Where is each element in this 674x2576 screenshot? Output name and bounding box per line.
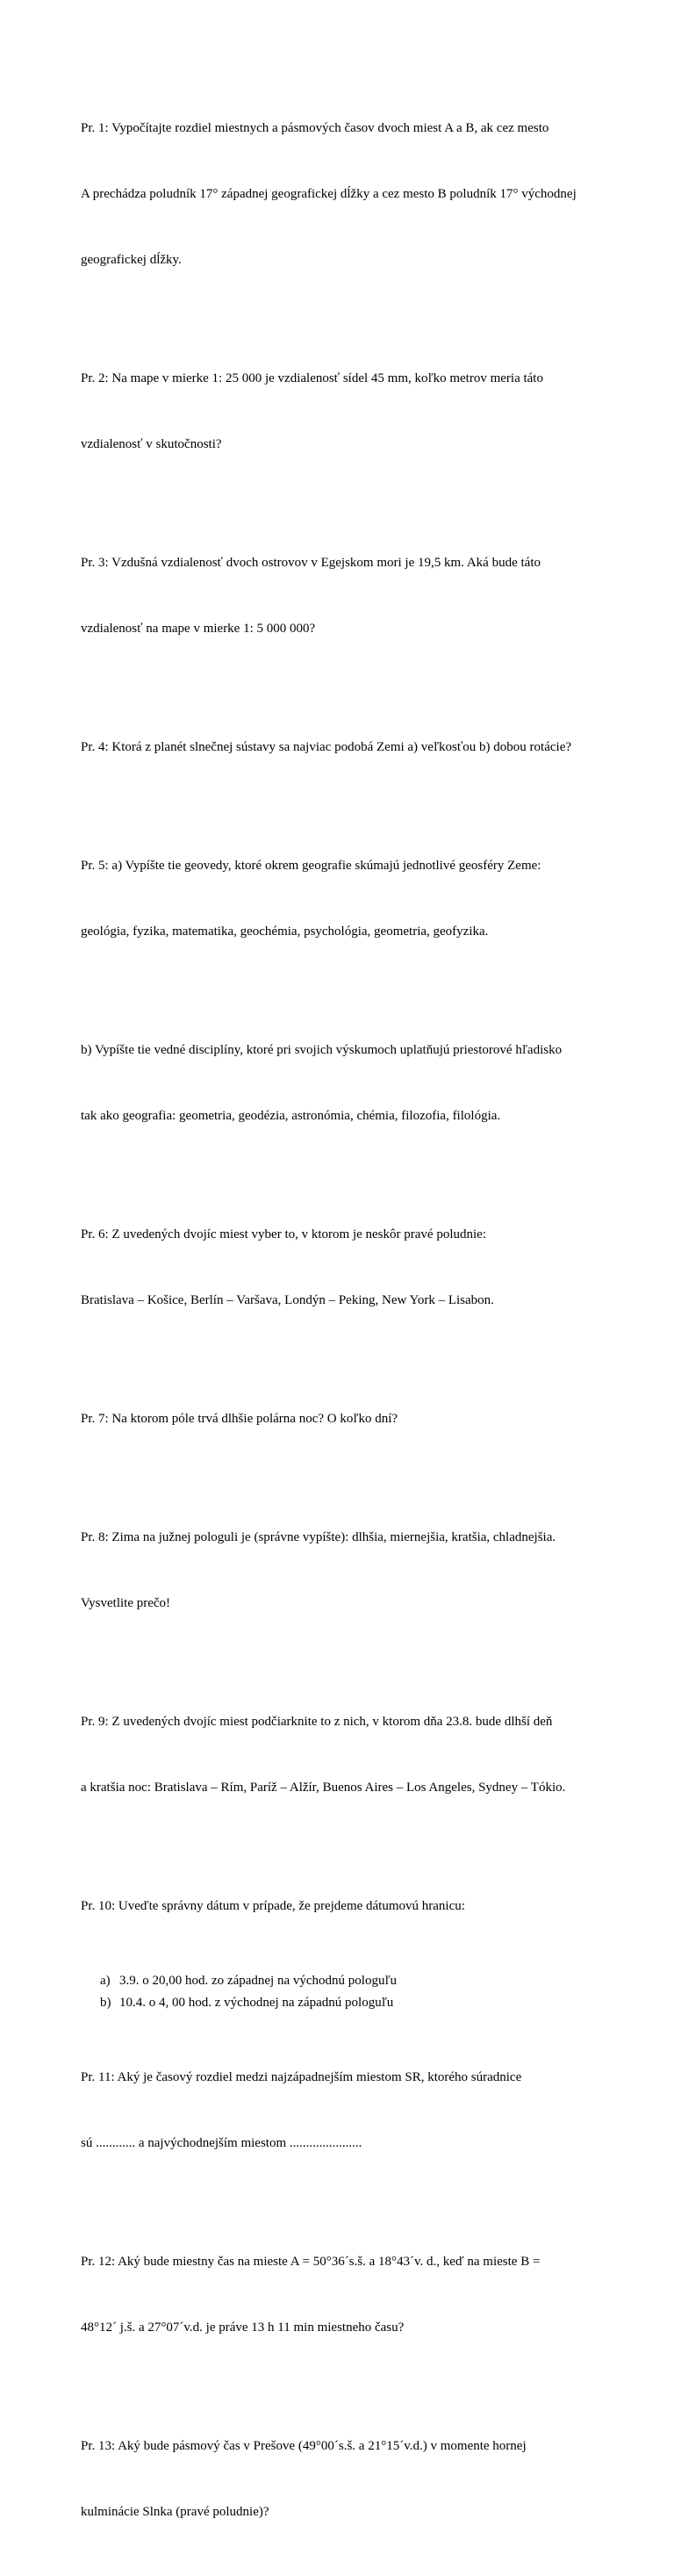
text-line: vzdialenosť v skutočnosti?	[81, 437, 222, 451]
text-line: b) Vypíšte tie vedné disciplíny, ktoré pri svojich výskumoch uplatňujú priestorové hľadisko	[81, 1043, 563, 1057]
document-page	[81, 74, 607, 2576]
text-line: tak ako geografia: geometria, geodézia, astronómia, chémia, filozofia, filológia.	[81, 1109, 501, 1123]
exercise-10-list	[81, 1970, 607, 2014]
exercise-8	[81, 1483, 607, 1659]
exercise-5b	[81, 996, 607, 1171]
exercise-7	[81, 1364, 607, 1474]
text-line: 48°12´ j.š. a 27°07´v.d. je práve 13 h 11 min miestneho času?	[81, 2321, 405, 2335]
list-marker: a)	[100, 1974, 111, 1988]
text-line: Pr. 13: Aký bude pásmový čas v Prešove (49°00´s.š. a 21°15´v.d.) v momente hornej	[81, 2439, 527, 2453]
text-line: Pr. 3: Vzdušná vzdialenosť dvoch ostrovov v Egejskom mori je 19,5 km. Aká bude táto	[81, 556, 541, 570]
text-line: geografickej dĺžky.	[81, 253, 182, 267]
list-item	[81, 1992, 607, 2014]
text-line: Pr. 5: a) Vypíšte tie geovedy, ktoré okrem geografie skúmajú jednotlivé geosféry Zeme:	[81, 859, 541, 873]
text-line: Bratislava – Košice, Berlín – Varšava, Londýn – Peking, New York – Lisabon.	[81, 1293, 494, 1307]
text-line: geológia, fyzika, matematika, geochémia, psychológia, geometria, geofyzika.	[81, 925, 489, 939]
text-line: a kratšia noc: Bratislava – Rím, Paríž – Alžír, Buenos Aires – Los Angeles, Sydney – Tókio.	[81, 1781, 566, 1795]
text-line: sú ............ a najvýchodnejším miestom ......................	[81, 2136, 362, 2150]
exercise-6	[81, 1180, 607, 1356]
text-line: kulminácie Slnka (pravé poludnie)?	[81, 2505, 269, 2519]
exercise-9	[81, 1667, 607, 1843]
list-marker: b)	[100, 1996, 111, 2010]
text-line: Pr. 11: Aký je časový rozdiel medzi najzápadnejším miestom SR, ktorého súradnice	[81, 2070, 522, 2084]
exercise-2	[81, 324, 607, 500]
exercise-1	[81, 74, 607, 315]
text-line: Pr. 1: Vypočítajte rozdiel miestnych a pásmových časov dvoch miest A a B, ak cez mesto	[81, 121, 549, 135]
text-line: Pr. 7: Na ktorom póle trvá dlhšie polárna noc? O koľko dní?	[81, 1412, 398, 1426]
exercise-10	[81, 1852, 607, 1961]
exercise-12	[81, 2207, 607, 2383]
exercise-5a	[81, 811, 607, 987]
text-line: A prechádza poludník 17° západnej geografickej dĺžky a cez mesto B poludník 17° východnej	[81, 187, 577, 201]
text-line: vzdialenosť na mape v mierke 1: 5 000 000?	[81, 622, 316, 636]
list-item	[81, 1970, 607, 1992]
list-item-text: 10.4. o 4, 00 hod. z východnej na západnú pologuľu	[119, 1996, 394, 2010]
text-line: Pr. 4: Ktorá z planét slnečnej sústavy sa najviac podobá Zemi a) veľkosťou b) dobou rotácie?	[81, 740, 572, 754]
text-line: Pr. 12: Aký bude miestny čas na mieste A = 50°36´s.š. a 18°43´v. d., keď na mieste B =	[81, 2255, 541, 2269]
text-line: Pr. 6: Z uvedených dvojíc miest vyber to, v ktorom je neskôr pravé poludnie:	[81, 1227, 486, 1241]
text-line: Pr. 2: Na mape v mierke 1: 25 000 je vzdialenosť sídel 45 mm, koľko metrov meria táto	[81, 371, 543, 385]
text-line: Pr. 9: Z uvedených dvojíc miest podčiarknite to z nich, v ktorom dňa 23.8. bude dlhší deň	[81, 1715, 553, 1729]
list-item-text: 3.9. o 20,00 hod. zo západnej na východnú pologuľu	[119, 1974, 398, 1988]
exercise-4	[81, 693, 607, 802]
text-line: Vysvetlite prečo!	[81, 1596, 171, 1610]
exercise-11	[81, 2023, 607, 2198]
text-line: Pr. 10: Uveďte správny dátum v prípade, že prejdeme dátumovú hranicu:	[81, 1899, 465, 1913]
exercise-3	[81, 508, 607, 684]
exercise-13	[81, 2392, 607, 2567]
text-line: Pr. 8: Zima na južnej pologuli je (správne vypíšte): dlhšia, miernejšia, kratšia, chladnejšia.	[81, 1530, 556, 1544]
